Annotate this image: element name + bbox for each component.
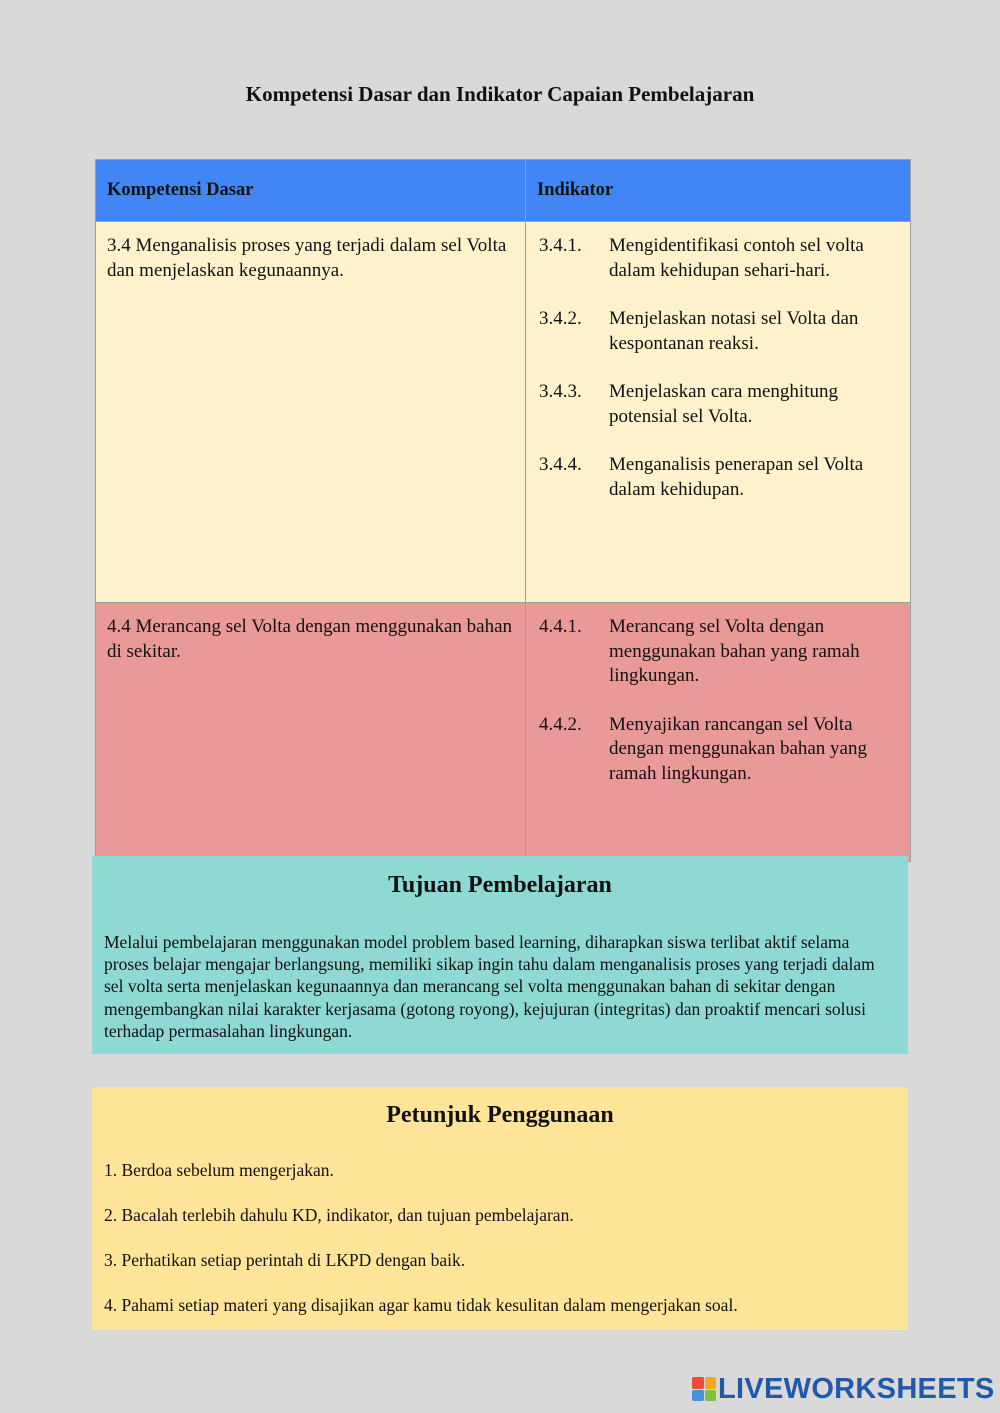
indicator-number: 3.4.2.: [539, 308, 582, 329]
indicator-item: [539, 713, 900, 787]
header-indikator: Indikator: [526, 160, 911, 222]
list-item: 2. Bacalah terlebih dahulu KD, indikator, dan tujuan pembelajaran.: [104, 1205, 574, 1225]
kd-cell: 4.4 Merancang sel Volta dengan menggunakan bahan di sekitar.: [96, 603, 526, 862]
indicator-number: 4.4.2.: [539, 713, 582, 735]
indicator-item: [539, 615, 900, 689]
list-item: 3. Perhatikan setiap perintah di LKPD dengan baik.: [104, 1250, 466, 1270]
list-item: 1. Berdoa sebelum mengerjakan.: [104, 1160, 334, 1180]
indicator-item: [539, 307, 900, 356]
indicator-text: Menjelaskan notasi sel Volta dan kespontanan reaksi.: [609, 308, 859, 354]
indicator-cell: [526, 222, 911, 603]
kd-indikator-table: [95, 159, 911, 862]
indicator-item: [539, 234, 900, 283]
indicator-text: Menyajikan rancangan sel Volta dengan menggunakan bahan yang ramah lingkungan.: [609, 713, 867, 784]
petunjuk-list: [104, 1159, 896, 1339]
logo-square: [705, 1390, 717, 1402]
logo-square: [705, 1377, 717, 1389]
table-row: [96, 603, 911, 862]
indicator-text: Menjelaskan cara menghitung potensial sel Volta.: [609, 381, 838, 427]
tujuan-pembelajaran-box: [92, 856, 908, 1054]
indicator-number: 4.4.1.: [539, 616, 582, 637]
kd-cell: 3.4 Menganalisis proses yang terjadi dalam sel Volta dan menjelaskan kegunaannya.: [96, 222, 526, 603]
table-row: [96, 222, 911, 603]
logo-square: [692, 1377, 704, 1389]
brand-text: LIVEWORKSHEETS: [718, 1372, 995, 1405]
indicator-text: Mengidentifikasi contoh sel volta dalam kehidupan sehari-hari.: [609, 235, 864, 281]
indicator-item: [539, 380, 900, 429]
tujuan-text: Melalui pembelajaran menggunakan model problem based learning, diharapkan siswa terlibat aktif selama proses belajar mengajar berlangsung, memiliki sikap ingin tahu dalam menganalisis proses yang terjadi dalam sel volta serta menjelaskan kegunaannya dan merancang sel volta menggunakan bahan di sekitar dengan mengembangkan nilai karakter kerjasama (gotong royong), kejujuran (integritas) dan proaktif mencari solusi terhadap permasalahan lingkungan.: [104, 932, 875, 1041]
indicator-text: Menganalisis penerapan sel Volta dalam kehidupan.: [609, 454, 864, 500]
page-title: Kompetensi Dasar dan Indikator Capaian Pembelajaran: [245, 82, 755, 106]
indicator-number: 3.4.1.: [539, 235, 582, 256]
table-header-row: [96, 160, 911, 222]
petunjuk-penggunaan-box: [92, 1087, 908, 1330]
indicator-item: [539, 453, 900, 502]
liveworksheets-logo-icon: [692, 1377, 716, 1401]
petunjuk-heading: Petunjuk Penggunaan: [386, 1102, 614, 1128]
liveworksheets-logo[interactable]: [692, 1372, 995, 1406]
tujuan-heading: Tujuan Pembelajaran: [388, 872, 612, 898]
logo-square: [692, 1390, 704, 1402]
indicator-text: Merancang sel Volta dengan menggunakan bahan yang ramah lingkungan.: [609, 616, 860, 686]
indicator-number: 3.4.4.: [539, 454, 582, 475]
indicator-cell: [526, 603, 911, 862]
header-kompetensi-dasar: Kompetensi Dasar: [96, 160, 526, 222]
indicator-number: 3.4.3.: [539, 381, 582, 402]
list-item: 4. Pahami setiap materi yang disajikan agar kamu tidak kesulitan dalam mengerjakan soal.: [104, 1295, 738, 1315]
